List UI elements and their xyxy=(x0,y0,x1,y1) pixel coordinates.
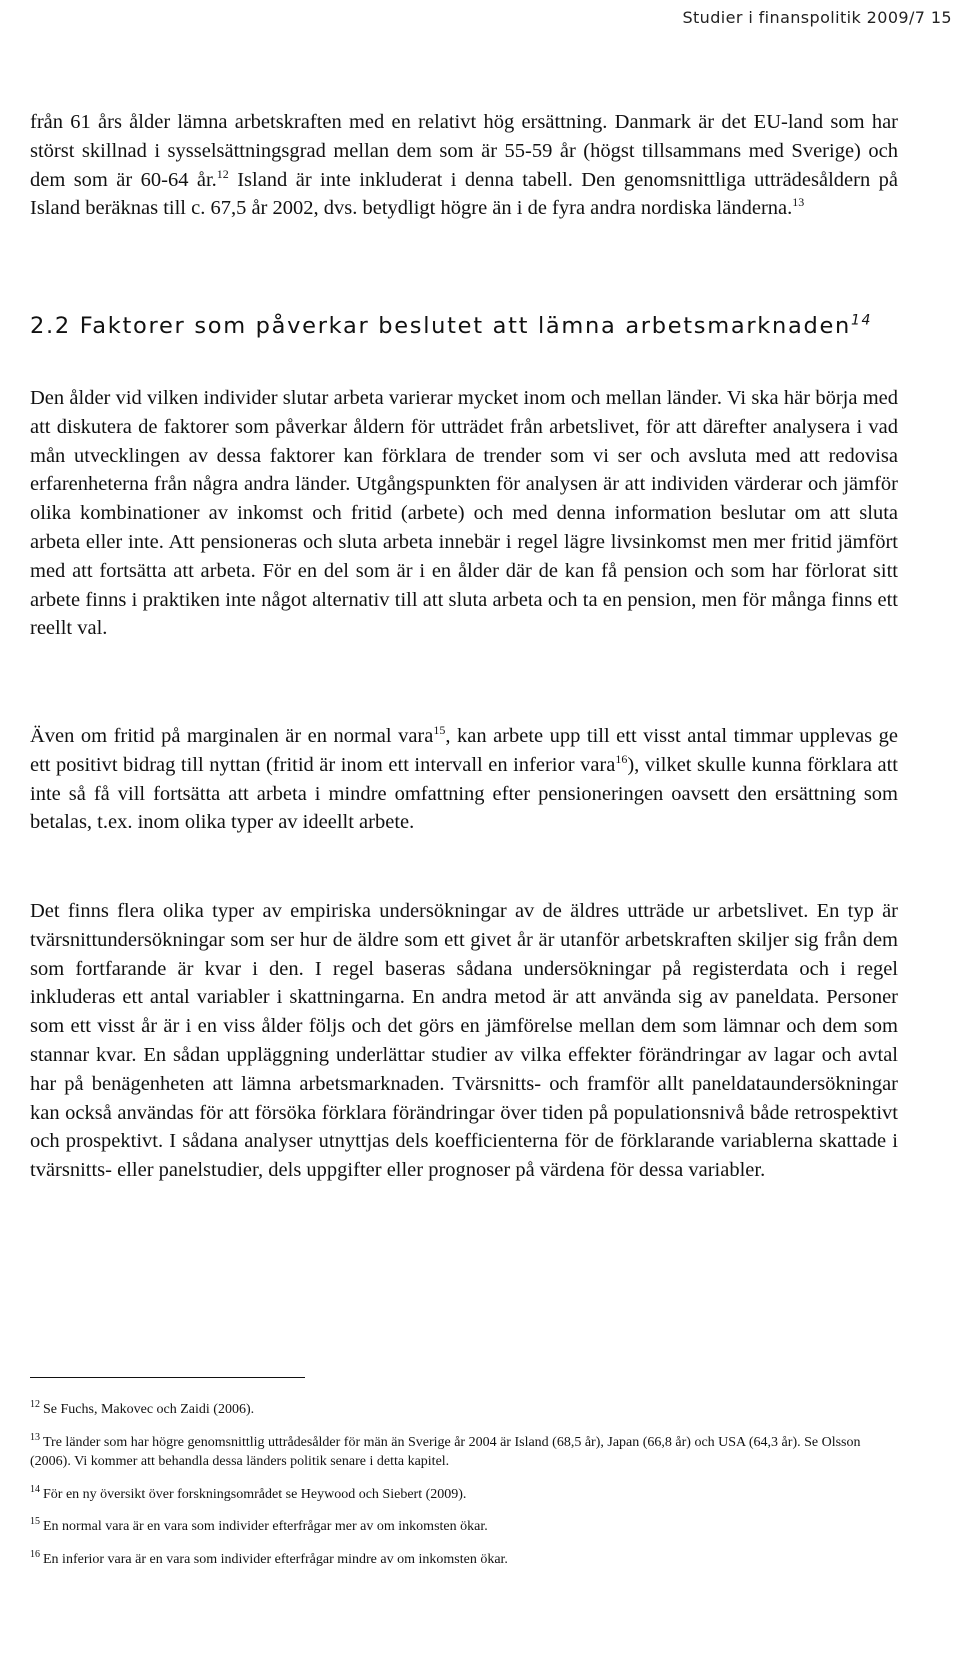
footnote-16 xyxy=(30,1550,898,1570)
paragraph-3-text-b: , kan arbete upp till ett visst antal timmar upplevas ge ett positivt bidrag till nyttan (fritid är inom ett intervall en inferior vara xyxy=(30,725,898,776)
footnote-number: 14 xyxy=(30,1483,40,1495)
footnote-ref-14[interactable]: 14 xyxy=(850,312,873,329)
paragraph-2: Den ålder vid vilken individer slutar arbeta varierar mycket inom och mellan länder. Vi ska här börja med att diskutera de faktorer som påverkar åldern för utträdet från arbetslivet, för att därefter analysera i vad mån utvecklingen av dessa faktorer kan förklara de trender som vi ser och avsluta med att redovisa erfarenheterna från några andra länder. Utgångspunkten för analysen är att individen värderar och jämför olika kombinationer av inkomst och fritid (arbete) och med denna information beslutar om att sluta arbeta eller inte. Att pensioneras och sluta arbeta innebär i regel lägre livsinkomst men mer fritid jämfört med att fortsätta att arbeta. För en del som är i en ålder där de kan få pension och som har förlorat sitt arbete finns i praktiken inte något alternativ till att sluta arbeta och ta en pension, men för många finns ett reellt val. xyxy=(30,387,898,640)
footnote-text: Tre länder som har högre genomsnittlig uttrådesålder för män än Sverige år 2004 är Island (68,5 år), Japan (66,8 år) och USA (64,3 år). Se Olsson (2006). Vi kommer att behandla dessa länders politik senare i detta kapitel. xyxy=(30,1434,861,1469)
footnote-15 xyxy=(30,1517,898,1537)
paragraph-3-text-a: Även om fritid på marginalen är en normal vara xyxy=(30,725,434,747)
footnote-divider xyxy=(30,1377,305,1378)
footnote-text: En normal vara är en vara som individer efterfrågar mer av om inkomsten ökar. xyxy=(43,1519,488,1534)
footnote-text: Se Fuchs, Makovec och Zaidi (2006). xyxy=(43,1402,255,1417)
paragraph-3 xyxy=(30,722,898,837)
footnote-12 xyxy=(30,1400,898,1420)
footnote-number: 12 xyxy=(30,1399,40,1411)
paragraph-1 xyxy=(30,108,898,223)
footnote-13 xyxy=(30,1433,898,1472)
footnote-number: 15 xyxy=(30,1516,40,1528)
footnote-text: För en ny översikt över forskningsområdet se Heywood och Siebert (2009). xyxy=(43,1486,467,1502)
section-heading xyxy=(30,311,898,342)
footnote-number: 13 xyxy=(30,1431,40,1443)
footnote-ref-13[interactable]: 13 xyxy=(792,195,805,210)
footnotes xyxy=(30,1400,898,1582)
footnote-number: 16 xyxy=(30,1548,40,1560)
footnote-14 xyxy=(30,1485,898,1505)
footnote-ref-12[interactable]: 12 xyxy=(216,166,229,181)
running-header: Studier i finanspolitik 2009/7 15 xyxy=(682,8,952,27)
paragraph-1-text-a: från 61 års ålder lämna arbetskraften med en relativt hög ersättning. Danmark är det EU-land som har störst skillnad i sysselsättningsgrad mellan dem som är 55-59 år (högst tillsammans med Sverige) och dem som är 60-64 år. xyxy=(30,111,898,191)
section-heading-text: 2.2 Faktorer som påverkar beslutet att lämna arbetsmarknaden xyxy=(30,313,851,339)
paragraph-3-text-c: ), vilket skulle kunna förklara att inte så få vill fortsätta att arbeta i mindre omfattning efter pensioneringen oavsett den ersättning som betalas, t.ex. inom olika typer av ideellt arbete. xyxy=(30,753,898,834)
paragraph-4: Det finns flera olika typer av empiriska undersökningar av de äldres utträde ur arbetslivet. En typ är tvärsnittundersökningar som ser hur de äldre som ett givet år är utanför arbetskraften skiljer sig från dem som fortfarande är kvar i den. I regel baseras sådana undersökningar på registerdata och i regel inkluderas ett antal variabler i skattningarna. En andra metod är att använda sig av paneldata. Personer som ett visst år är i en viss ålder följs och det görs en jämförelse mellan dem som lämnar och dem som stannar kvar. En sådan uppläggning underlättar studier av vilka effekter förändringar av lagar och avtal har på benägenheten att lämna arbetsmarknaden. Tvärsnitts- och framför allt paneldataundersökningar kan också användas för att försöka förklara förändringar över tiden på populationsnivå både retrospektivt och prospektivt. I sådana analyser utnyttjas dels koefficienterna för de förklarande variablerna skattade i tvärsnitts- eller panelstudier, dels uppgifter eller prognoser på värdena för dessa variabler. xyxy=(30,900,898,1182)
paragraph-1-text-b: Island är inte inkluderat i denna tabell. Den genomsnittliga utträdesåldern på Island beräknas till c. 67,5 år 2002, dvs. betydligt högre än i de fyra andra nordiska länderna. xyxy=(30,168,898,220)
footnote-text: En inferior vara är en vara som individer efterfrågar mindre av om inkomsten ökar. xyxy=(43,1551,508,1567)
footnote-ref-15[interactable]: 15 xyxy=(433,723,446,738)
footnote-ref-16[interactable]: 16 xyxy=(615,751,628,766)
